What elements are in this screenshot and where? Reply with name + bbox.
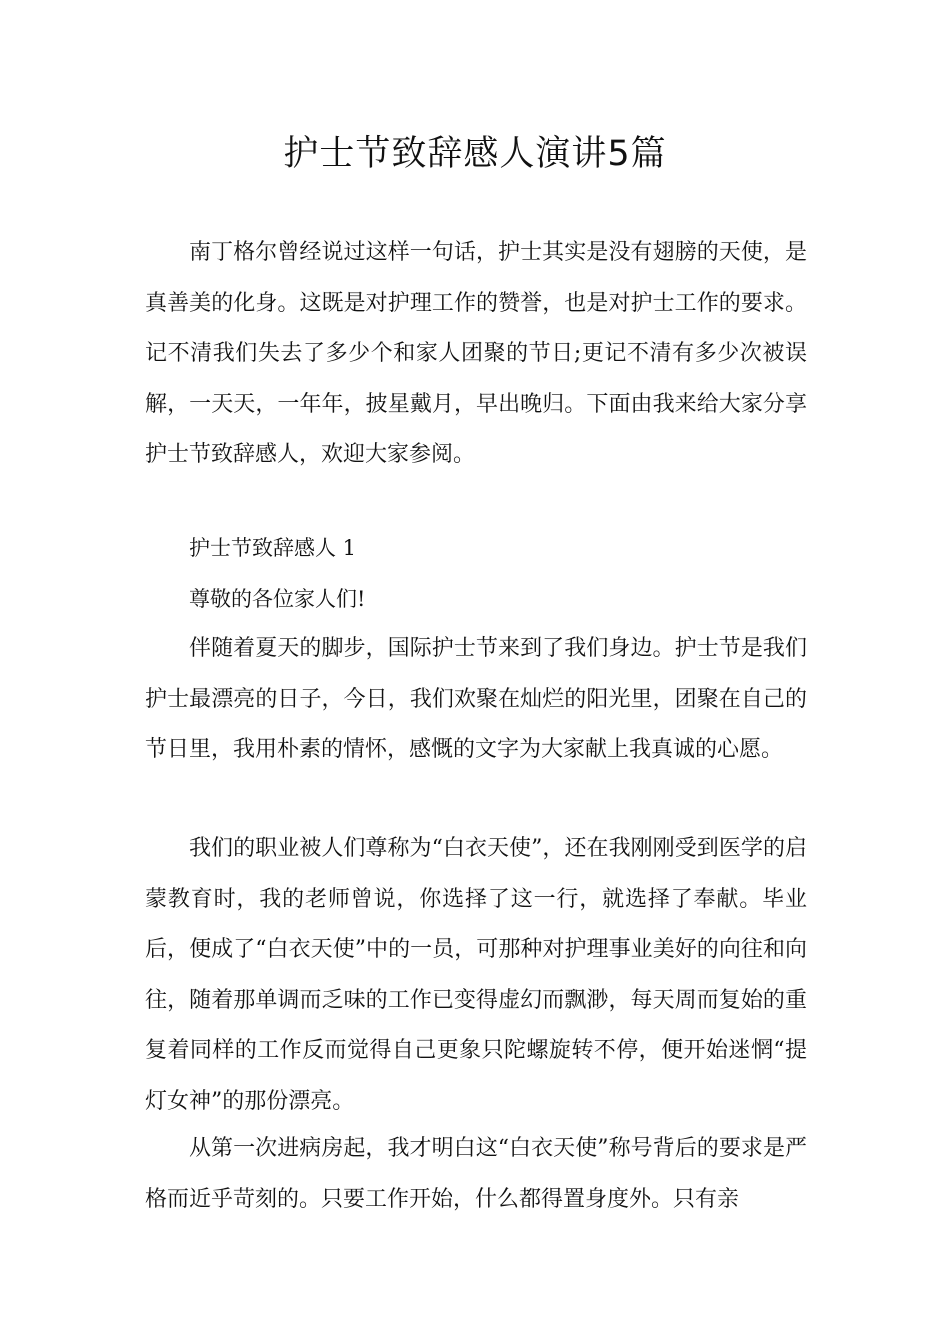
- body-paragraph: 我们的职业被人们尊称为“白衣天使”，还在我刚刚受到医学的启蒙教育时，我的老师曾说，你选择了这一行，就选择了奉献。毕业后，便成了“白衣天使”中的一员，可那种对护理事业美好的向往和向往，随着那单调而乏味的工作已变得虚幻而飘渺，每天周而复始的重复着同样的工作反而觉得自己更象只陀螺旋转不停，便开始迷惘“提灯女神”的那份漂亮。: [145, 836, 807, 1114]
- body-paragraph: 伴随着夏天的脚步，国际护士节来到了我们身边。护士节是我们护士最漂亮的日子，今日，我们欢聚在灿烂的阳光里，团聚在自己的节日里，我用朴素的情怀，感慨的文字为大家献上我真诚的心愿。: [145, 636, 807, 762]
- body-paragraph: 从第一次进病房起，我才明白这“白衣天使”称号背后的要求是严格而近乎苛刻的。只要工作开始，什么都得置身度外。只有亲: [145, 1136, 807, 1212]
- section-heading: 护士节致辞感人 1: [189, 536, 357, 560]
- document-title: 护士节致辞感人演讲5篇: [283, 134, 667, 174]
- intro-paragraph: 南丁格尔曾经说过这样一句话，护士其实是没有翅膀的天使，是真善美的化身。这既是对护理工作的赞誉，也是对护士工作的要求。记不清我们失去了多少个和家人团聚的节日;更记不清有多少次被误解，一天天，一年年，披星戴月，早出晚归。下面由我来给大家分享护士节致辞感人，欢迎大家参阅。: [145, 240, 807, 467]
- salutation: 尊敬的各位家人们!: [189, 587, 366, 611]
